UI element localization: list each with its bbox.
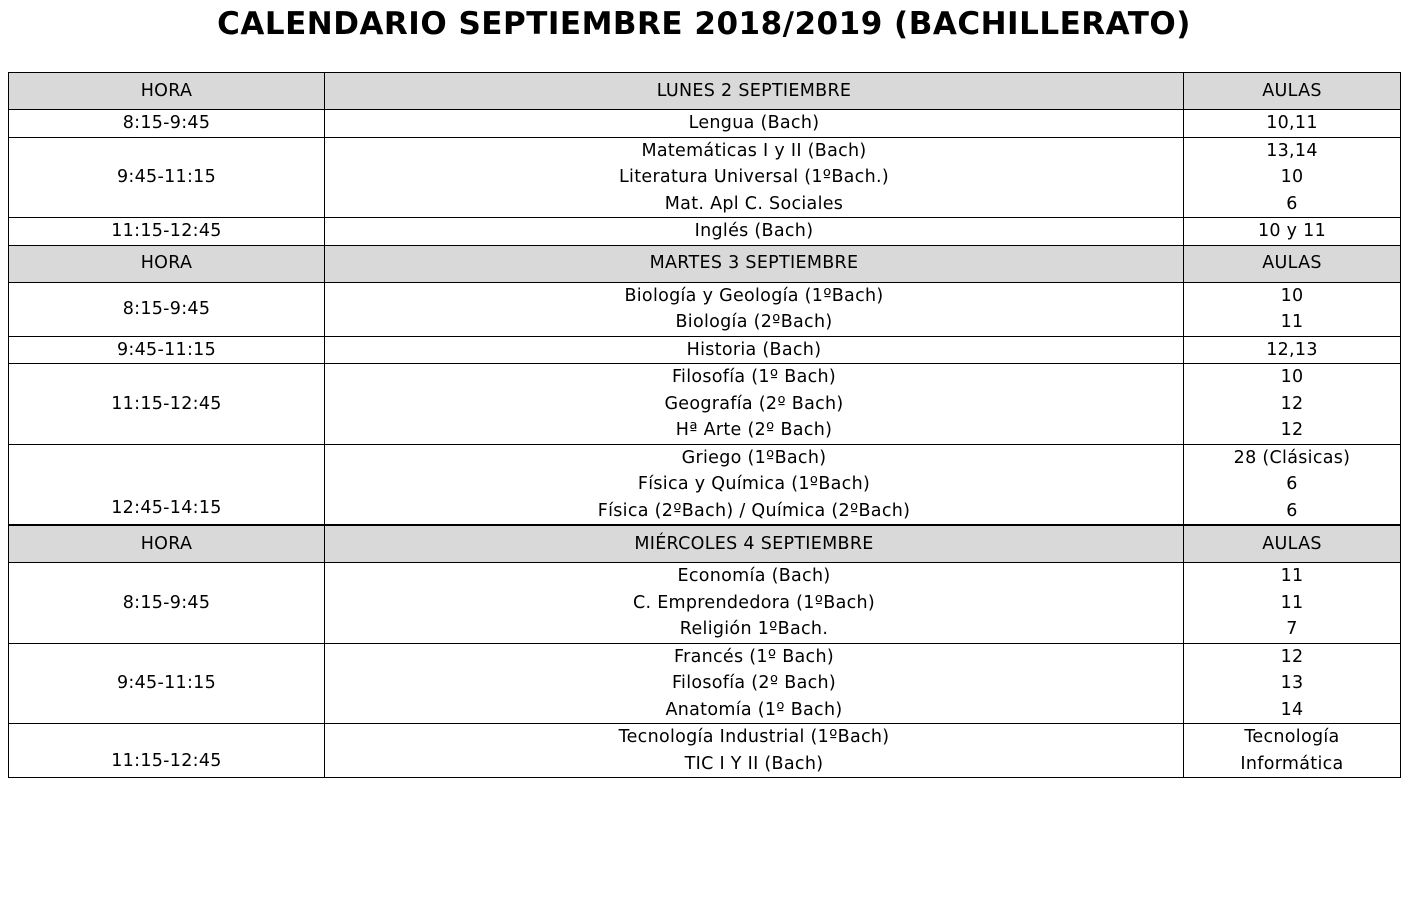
rooms-cell (1184, 336, 1401, 364)
page-title: CALENDARIO SEPTIEMBRE 2018/2019 (BACHILLERATO) (217, 6, 1191, 42)
room: 28 (Clásicas) (1233, 447, 1351, 468)
room: 13,14 (1266, 140, 1318, 161)
subject: Economía (Bach) (677, 566, 831, 586)
room: 12 (1280, 420, 1304, 440)
subjects-cell (325, 444, 1184, 525)
table-row (9, 282, 1401, 336)
subject: Historia (Bach) (686, 339, 822, 360)
subject: C. Emprendedora (1ºBach) (632, 592, 876, 613)
table-row (9, 724, 1401, 778)
table-row (9, 218, 1401, 246)
room: Tecnología (1244, 727, 1340, 747)
subject: Griego (1ºBach) (681, 447, 827, 468)
table-row (9, 364, 1401, 445)
subject: Filosofía (1º Bach) (671, 367, 837, 387)
subjects-cell (325, 218, 1184, 246)
table-row (9, 110, 1401, 138)
room: 11 (1280, 312, 1304, 332)
subject: TIC I Y II (Bach) (684, 753, 824, 774)
table-row (9, 336, 1401, 364)
day-header-row (9, 73, 1401, 110)
subject: Literatura Universal (1ºBach.) (619, 167, 889, 187)
time-slot: 11:15-12:45 (9, 218, 325, 246)
room: 10 (1280, 367, 1304, 387)
time-slot: 11:15-12:45 (9, 364, 325, 445)
rooms-cell (1184, 444, 1401, 525)
room: 12 (1280, 646, 1304, 667)
time-slot: 8:15-9:45 (9, 110, 325, 138)
subjects-cell (325, 364, 1184, 445)
rooms-cell (1184, 364, 1401, 445)
subject: Religión 1ºBach. (679, 619, 829, 639)
subject: Tecnología Industrial (1ºBach) (618, 727, 890, 747)
rooms-cell (1184, 563, 1401, 644)
room: 10 (1280, 167, 1304, 187)
rooms-cell (1184, 137, 1401, 218)
room: Informática (1240, 753, 1344, 774)
time-slot: 11:15-12:45 (9, 724, 325, 778)
subject: Mat. Apl C. Sociales (664, 193, 844, 214)
room: 11 (1280, 592, 1304, 613)
subject: Inglés (Bach) (694, 221, 814, 241)
room: 14 (1280, 699, 1304, 720)
rooms-cell (1184, 110, 1401, 138)
table-row (9, 643, 1401, 724)
room: 12 (1280, 393, 1304, 414)
subjects-cell (325, 110, 1184, 138)
subject: Geografía (2º Bach) (664, 393, 844, 414)
room: 10 (1280, 285, 1304, 306)
subject: Francés (1º Bach) (673, 646, 834, 667)
rooms-cell (1184, 724, 1401, 778)
subject: Física (2ºBach) / Química (2ºBach) (597, 500, 911, 521)
table-row (9, 137, 1401, 218)
subject: Filosofía (2º Bach) (671, 673, 837, 693)
time-slot: 9:45-11:15 (9, 137, 325, 218)
day-title: MIÉRCOLES 4 SEPTIEMBRE (325, 525, 1184, 563)
room: 6 (1286, 500, 1298, 521)
subject: Biología y Geología (1ºBach) (624, 285, 884, 306)
room: 13 (1280, 673, 1304, 693)
time-slot: 8:15-9:45 (9, 563, 325, 644)
subject: Biología (2ºBach) (675, 312, 833, 332)
subject: Matemáticas I y II (Bach) (641, 140, 867, 161)
subjects-cell (325, 643, 1184, 724)
room: 7 (1286, 619, 1298, 639)
subject: Física y Química (1ºBach) (637, 474, 871, 494)
subject: Hª Arte (2º Bach) (675, 420, 833, 440)
column-header-hora: HORA (9, 73, 325, 110)
table-row (9, 444, 1401, 525)
subject: Lengua (Bach) (688, 113, 820, 133)
subjects-cell (325, 137, 1184, 218)
subjects-cell (325, 336, 1184, 364)
rooms-cell (1184, 282, 1401, 336)
column-header-aulas: AULAS (1184, 245, 1401, 282)
day-title: MARTES 3 SEPTIEMBRE (325, 245, 1184, 282)
subjects-cell (325, 563, 1184, 644)
column-header-hora: HORA (9, 525, 325, 563)
column-header-hora: HORA (9, 245, 325, 282)
room: 12,13 (1266, 339, 1318, 360)
room: 11 (1280, 566, 1304, 586)
room: 6 (1286, 474, 1298, 494)
table-row (9, 563, 1401, 644)
day-header-row (9, 245, 1401, 282)
rooms-cell (1184, 218, 1401, 246)
time-slot: 8:15-9:45 (9, 282, 325, 336)
room: 6 (1286, 193, 1298, 214)
subjects-cell (325, 282, 1184, 336)
day-title: LUNES 2 SEPTIEMBRE (325, 73, 1184, 110)
column-header-aulas: AULAS (1184, 73, 1401, 110)
column-header-aulas: AULAS (1184, 525, 1401, 563)
time-slot: 9:45-11:15 (9, 336, 325, 364)
room: 10,11 (1266, 113, 1318, 133)
subject: Anatomía (1º Bach) (665, 699, 843, 720)
room: 10 y 11 (1257, 221, 1327, 241)
time-slot: 9:45-11:15 (9, 643, 325, 724)
time-slot: 12:45-14:15 (9, 444, 325, 525)
subjects-cell (325, 724, 1184, 778)
rooms-cell (1184, 643, 1401, 724)
day-header-row (9, 525, 1401, 563)
schedule-table (8, 72, 1401, 778)
